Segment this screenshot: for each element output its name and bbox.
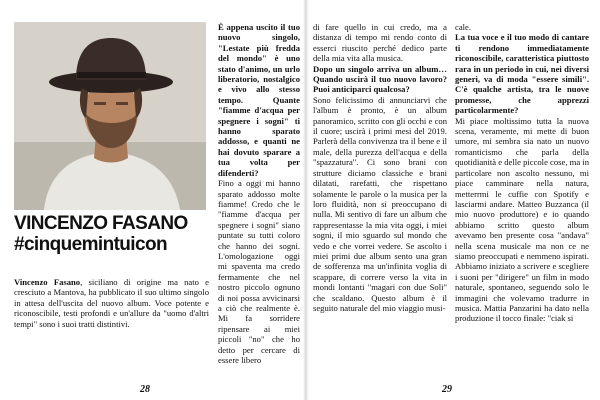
answer-1-part-1: Fino a oggi mi hanno sparato addosso molte fiamme! Credo che le "fiamme d'acqua per spegnere i sogni" siano puntate su tutti coloro che hanno dei sogni. L'omologazione oggi mi spaventa ma credo fermamente che nel nostro piccolo ognuno di noi possa avvicinarsi a ciò che realmente è. Mi fa sorridere ripensare ai miei piccoli "no" che ho detto per cercare di essere libero [218, 178, 300, 365]
column-3 [313, 22, 447, 313]
interview-title [14, 213, 209, 255]
artist-photo-illustration [14, 22, 206, 210]
answer-2: Sono felicissimo di annunciarvi che l'album è pronto, è un album panoramico, scritto con gli occhi e con il cuore; uscirà i primi mesi del 2019. Parlerà della convivenza tra il bene e il male, della purezza dell'acqua e della "spazzatura". Ci sono brani con strutture diciamo classiche e brani dilatati, rarefatti, che rispettano solamente le parole o la musica per la loro fluidità, non si preoccupano di nulla. Mi sentivo di fare un album che rappresentasse la mia vita oggi, i miei sogni, il mio sguardo sul mondo che vedo e che vorrei vedere. Se ascolto i miei primi due album sento una gran de sofferenza ma un'infinita voglia di scappare, di correre verso la vita in mondi lontanti "magari con due Soli" che scaldano. Questo album è il seguito naturale del mio viaggio musi- [313, 94, 447, 313]
artist-photo [14, 22, 206, 210]
answer-2-end: cale. [455, 22, 471, 32]
interview-title-name: VINCENZO FASANO [14, 213, 188, 234]
intro-name: Vincenzo Fasano [14, 277, 81, 287]
column-2 [218, 22, 300, 365]
intro-paragraph [14, 277, 209, 329]
interview-title-hashtag: #cinquemintuicon [14, 234, 167, 255]
question-2: Dopo un singolo arriva un album… Quando uscirà il tuo nuovo lavoro? Puoi anticiparci qualcosa? [313, 63, 447, 95]
page-number-left: 28 [140, 384, 150, 395]
column-4 [455, 22, 589, 324]
question-3: La tua voce e il tuo modo di cantare ti rendono immediatamente riconoscibile, caratteristica piuttosto rara in un periodo in cui, nei diversi generi, va di moda "essere simili". C'è qualche artista, tra le nuove promesse, che apprezzi particolarmente? [455, 32, 589, 116]
answer-1-part-2: di fare quello in cui credo, ma a distanza di tempo mi rendo conto di esserci riuscito perché dedico parte della mia vita alla musica. [313, 22, 447, 64]
page-fold [303, 0, 309, 400]
answer-3: Mi piace moltissimo tutta la nuova scena, veramente, mi mette di buon umore, mi sembra sia nato un nuovo romanticismo che parla della quotidianità e delle piccole cose, ma in particolare non ascolto nessuno, mi piace camminare nella natura, metterrmi le cuffie con Spotify e lasciarmi andare. Matteo Buzzanca (il mio nuovo produttore) e io quando abbiamo scritto questo album avevamo ben presente cosa "andava" nella scena musicale ma non ce ne siamo preoccupati e nemmeno ispirati. Abbiamo iniziato a scrivere e scegliere i suoni per "dirigere" un film in modo naturale, spontaneo, seguendo solo le immagini che volevamo tradurre in musica. Mattia Panzarini ha dato nella produzione il tocco finale: "ciak si [455, 115, 589, 324]
question-1: È appena uscito il tuo nuovo singolo, "Lestate più fredda del mondo" è uno stato d'animo, un urlo liberatorio, nostalgico e vivo allo stesso tempo. Quante "fiamme d'acqua per spegnere i sogni" ti hanno sparato addosso, e quanti ne hai dovuto sparare a tua volta per difenderti? [218, 22, 300, 178]
intro-text: , siciliano di origine ma nato e cresciuto a Mantova, ha pubblicato il suo ultimo singolo in attesa dell'uscita del nuovo album. Voce potente e riconoscibile, testi profondi e un'allure da "uomo d'altri tempi" sono i suoi tratti distintivi. [14, 277, 209, 329]
page-number-right: 29 [442, 384, 452, 395]
